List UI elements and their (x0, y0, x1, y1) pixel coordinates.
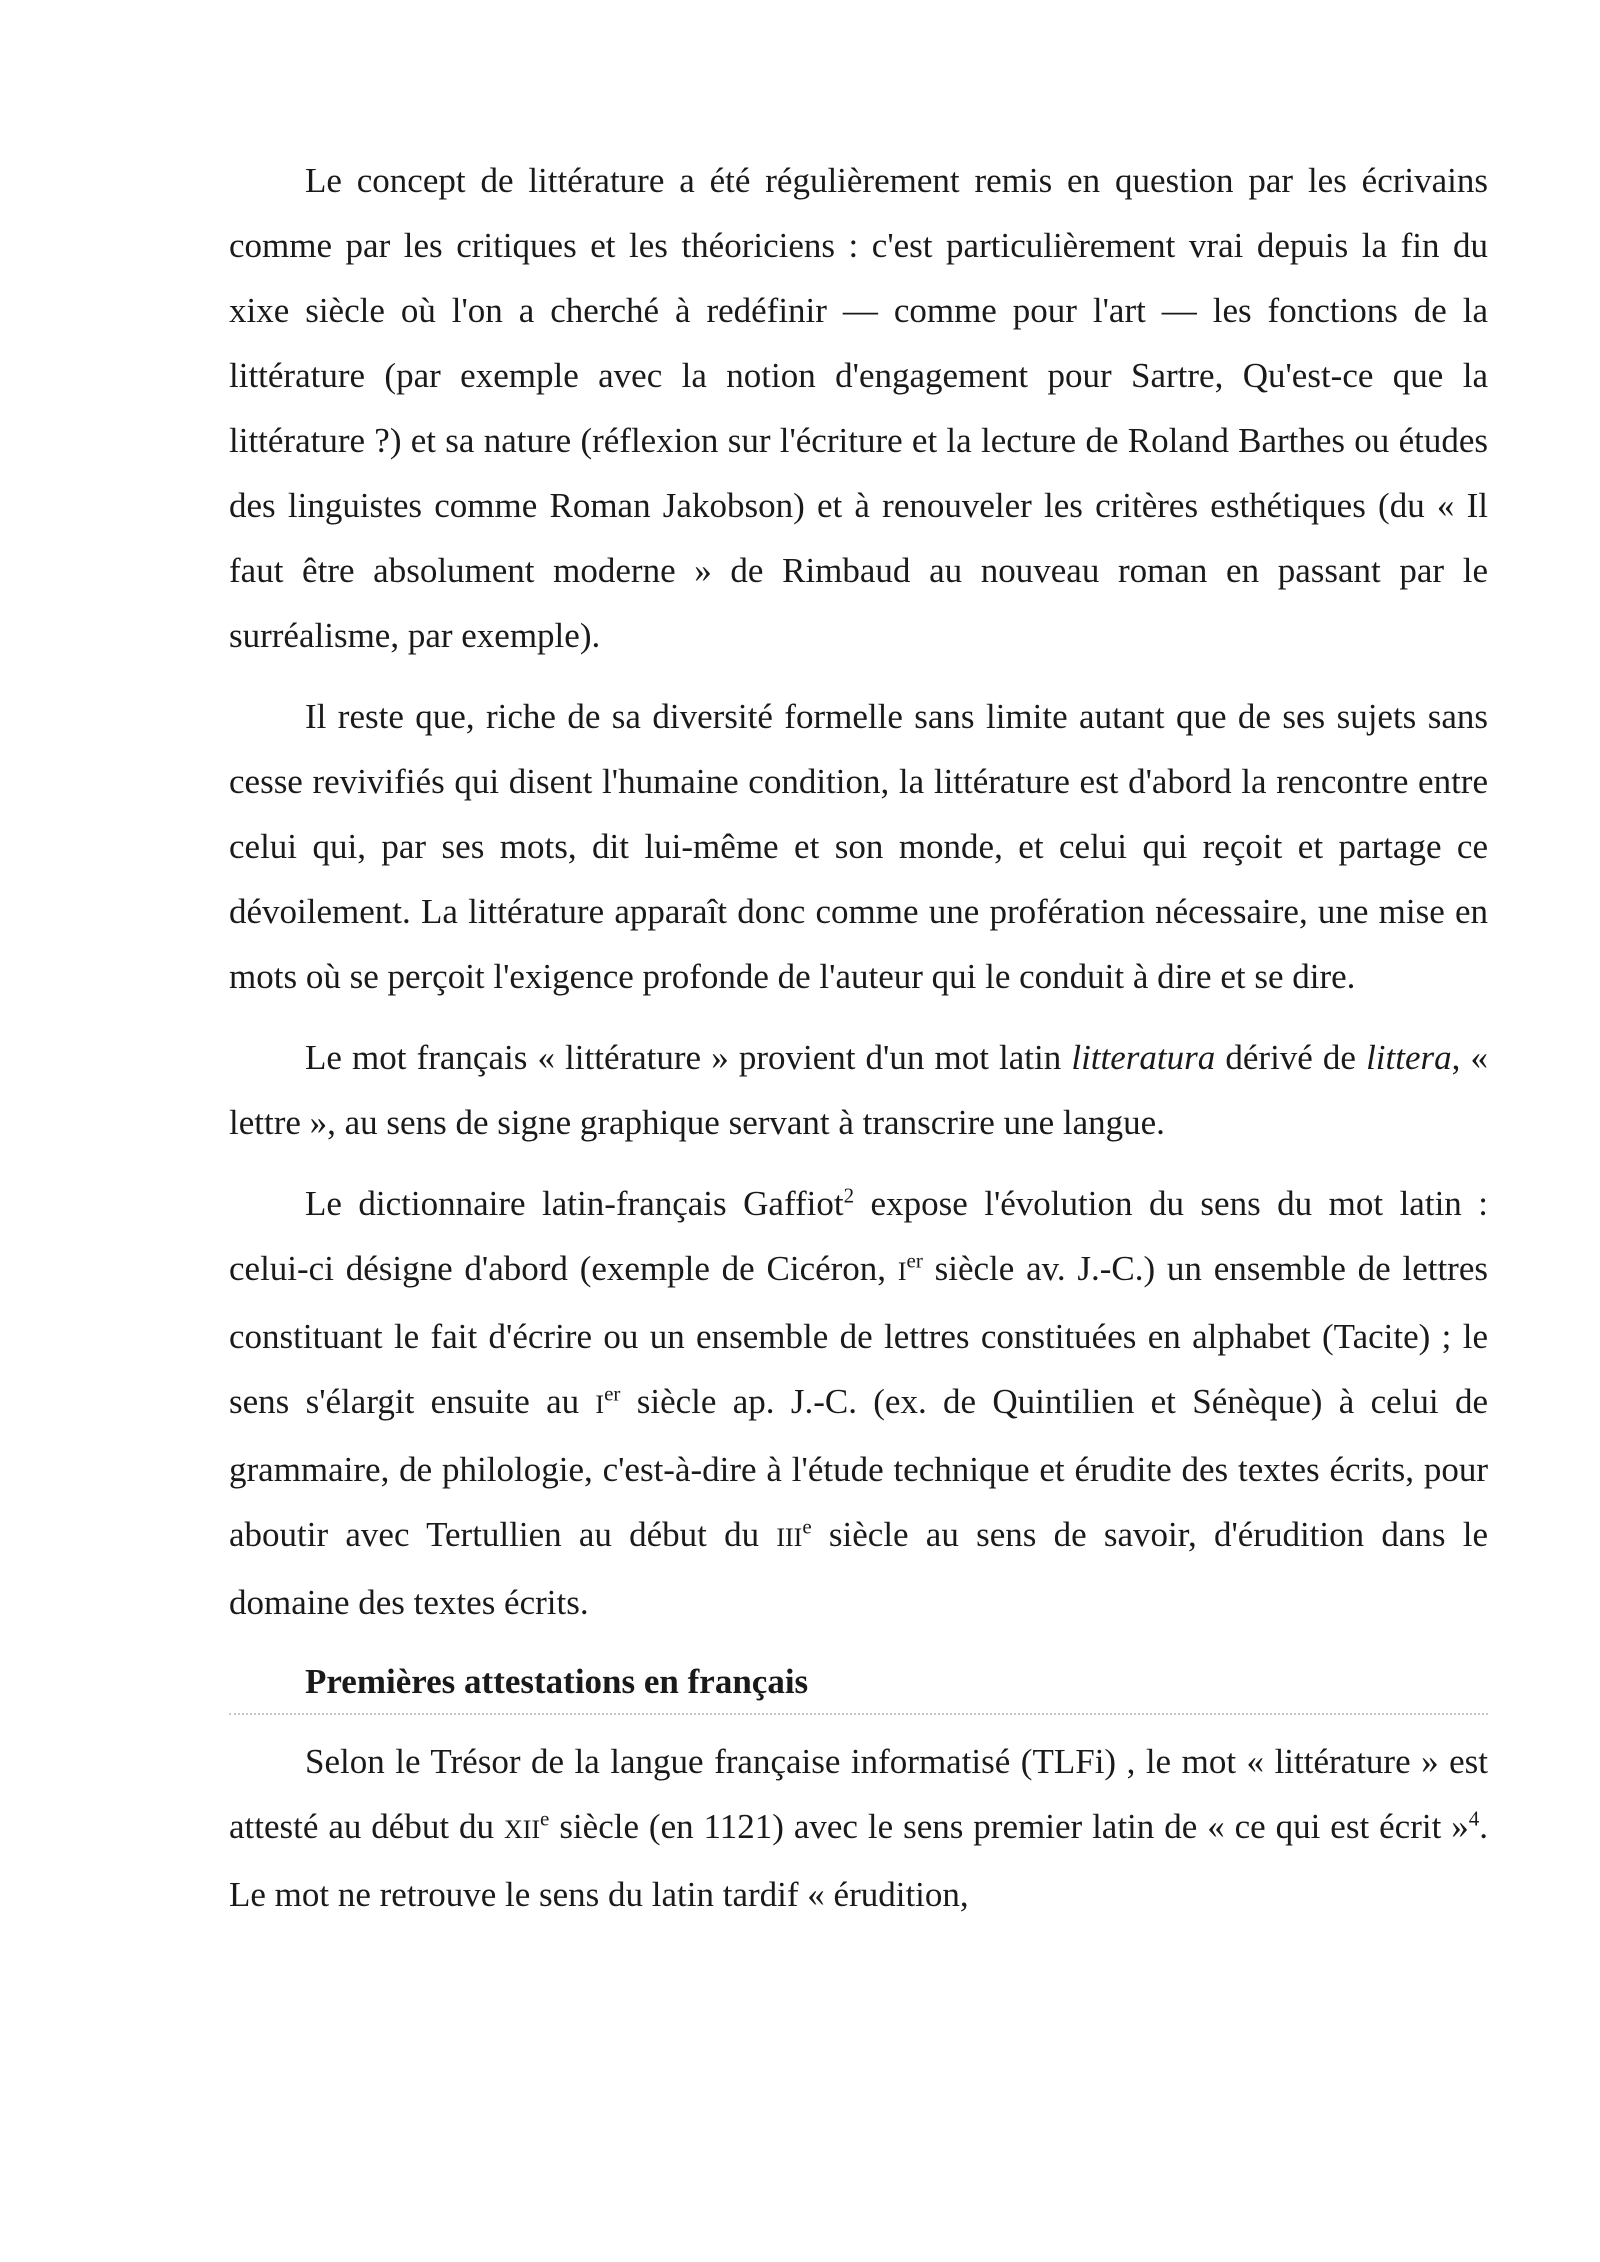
text-run: Le mot français « littérature » provient d'un mot latin (305, 1038, 1072, 1077)
latin-term-litteratura: litteratura (1071, 1038, 1216, 1077)
section-heading: Premières attestations en français (229, 1651, 1488, 1715)
ordinal-suffix: er (906, 1248, 923, 1273)
text-run: siècle ap. J.-C. (ex. de Quintilien et Sénèque) à celui de grammaire, de philologie, c'est-à-dire à l'étude technique et érudite des textes écrits, pour aboutir avec Tertullien au début du (229, 1382, 1488, 1554)
text-run: Selon le Trésor de la langue française informatisé (TLFi) , le mot « littérature » est attesté au début du (229, 1742, 1488, 1846)
paragraph-concept (229, 148, 1488, 668)
paragraph-diversite (229, 684, 1488, 1009)
document-body (229, 148, 1488, 1943)
text-run: siècle (en 1121) avec le sens premier latin de « ce qui est écrit » (549, 1807, 1469, 1846)
text-run: siècle au sens de savoir, d'érudition dans le domaine des textes écrits. (229, 1515, 1489, 1622)
paragraph-gaffiot (229, 1171, 1488, 1635)
paragraph-text: Le concept de littérature a été régulièrement remis en question par les écrivains comme par les critiques et les théoriciens : c'est particulièrement vrai depuis la fin du xixe siècle où l'on a cherché à redéfinir — comme pour l'art — les fonctions de la littérature (par exemple avec la notion d'engagement pour Sartre, Qu'est-ce que la littérature ?) et sa nature (réflexion sur l'écriture et la lecture de Roland Barthes ou études des linguistes comme Roman Jakobson) et à renouveler les critères esthétiques (du « Il faut être absolument moderne » de Rimbaud au nouveau roman en passant par le surréalisme, par exemple). (229, 161, 1488, 655)
footnote-ref-4[interactable]: 4 (1468, 1806, 1480, 1831)
century-numeral: I (897, 1257, 907, 1286)
ordinal-suffix: e (540, 1806, 550, 1831)
century-numeral: I (595, 1390, 605, 1419)
footnote-ref-2[interactable]: 2 (843, 1183, 855, 1208)
paragraph-etymologie (229, 1025, 1488, 1155)
text-run: siècle av. J.-C.) un ensemble de lettres constituant le fait d'écrire ou un ensemble de lettres constituées en alphabet (Tacite) ; le sens s'élargit ensuite au (229, 1249, 1488, 1421)
century-numeral: XII (503, 1815, 541, 1844)
paragraph-tlfi (229, 1729, 1488, 1927)
ordinal-suffix: er (604, 1381, 621, 1406)
century-numeral: III (776, 1523, 803, 1552)
text-run: Le dictionnaire latin-français Gaffiot (305, 1184, 844, 1223)
ordinal-suffix: e (802, 1514, 812, 1539)
text-run: dérivé de (1215, 1038, 1367, 1077)
text-run: . Le mot ne retrouve le sens du latin tardif « érudition, (229, 1807, 1488, 1914)
paragraph-text: Il reste que, riche de sa diversité formelle sans limite autant que de ses sujets sans cesse revivifiés qui disent l'humaine condition, la littérature est d'abord la rencontre entre celui qui, par ses mots, dit lui-même et son monde, et celui qui reçoit et partage ce dévoilement. La littérature apparaît donc comme une profération nécessaire, une mise en mots où se perçoit l'exigence profonde de l'auteur qui le conduit à dire et se dire. (229, 697, 1488, 996)
text-run: expose l'évolution du sens du mot latin : celui-ci désigne d'abord (exemple de Cicéron, (229, 1184, 1488, 1288)
text-run: , « lettre », au sens de signe graphique servant à transcrire une langue. (229, 1038, 1488, 1142)
latin-term-littera: littera (1366, 1038, 1452, 1077)
